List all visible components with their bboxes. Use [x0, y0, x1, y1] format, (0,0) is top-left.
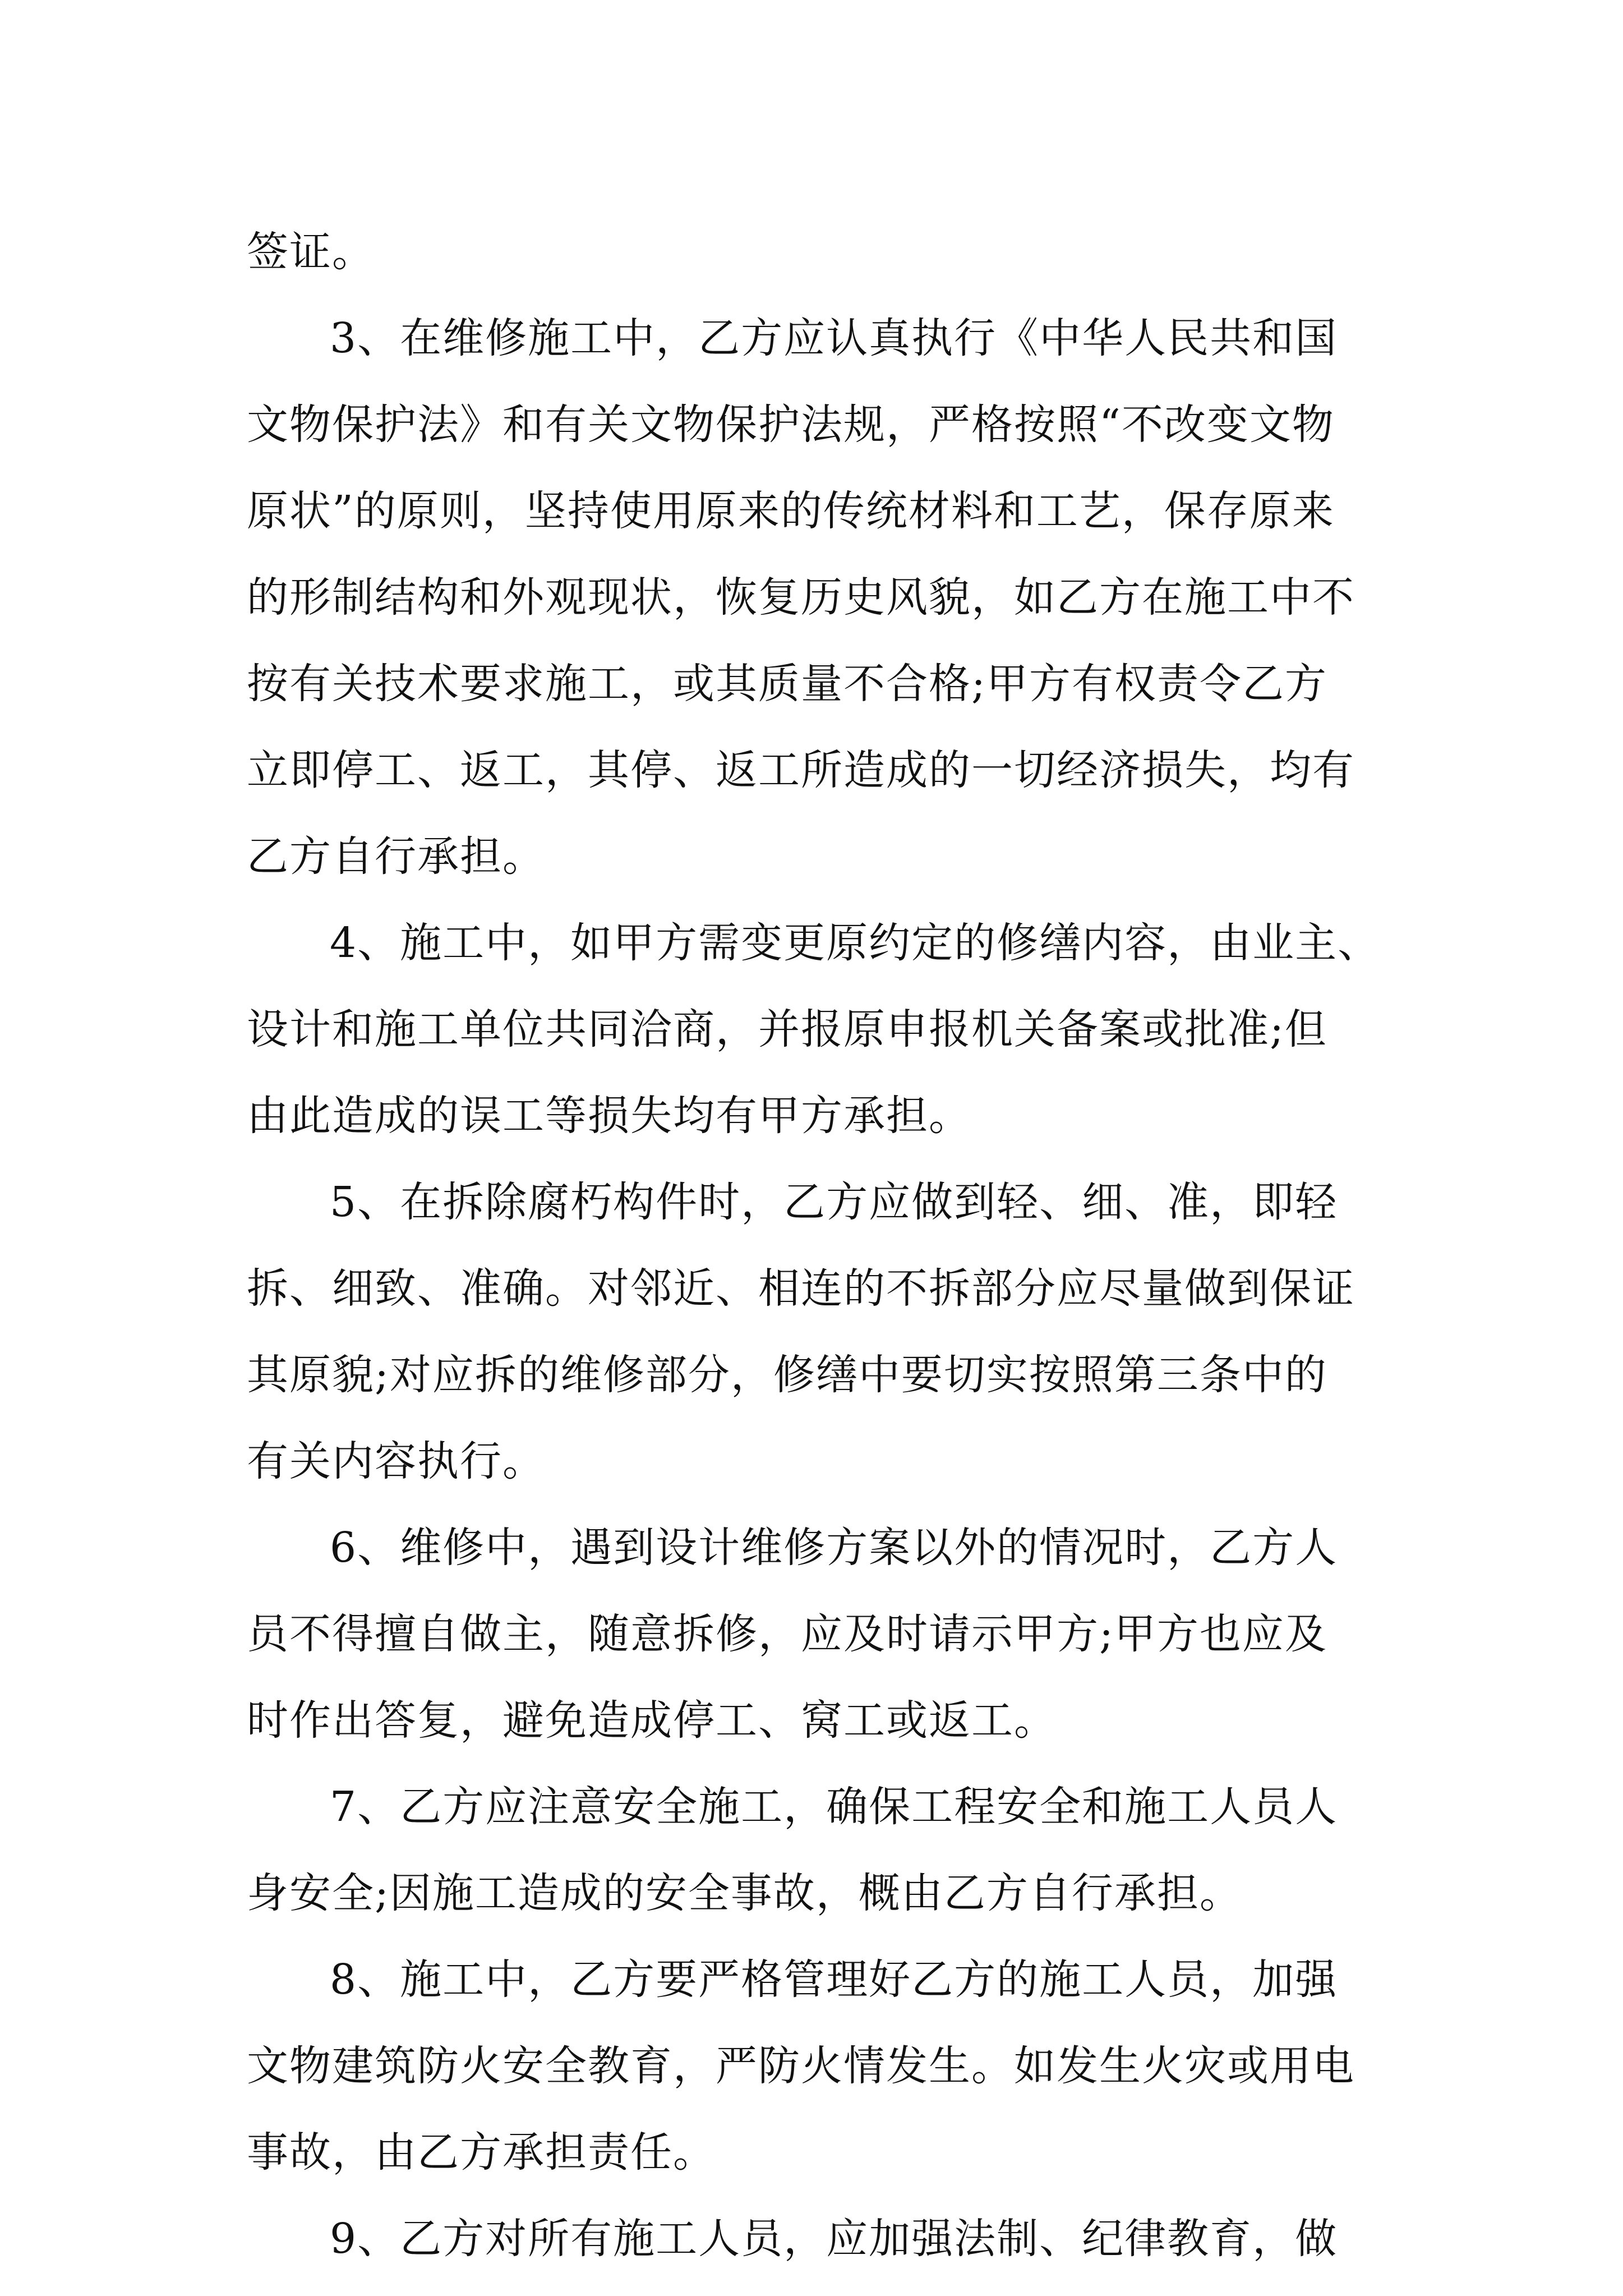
text-line: 5、在拆除腐朽构件时，乙方应做到轻、细、准，即轻	[330, 1178, 1338, 1226]
paragraph-clause-6	[247, 1504, 1396, 1764]
text-line: 7、乙方应注意安全施工，确保工程安全和施工人员人	[330, 1783, 1338, 1831]
text-line: 有关内容执行。	[247, 1437, 545, 1485]
text-line: 事故，由乙方承担责任。	[247, 2128, 716, 2177]
text-line: 乙方自行承担。	[247, 832, 545, 881]
text-line: 拆、细致、准确。对邻近、相连的不拆部分应尽量做到保证	[247, 1264, 1355, 1313]
text-line: 9、乙方对所有施工人员，应加强法制、纪律教育，做	[330, 2215, 1338, 2263]
text-line: 8、施工中，乙方要严格管理好乙方的施工人员，加强	[330, 1955, 1338, 2004]
text-line: 由此造成的误工等损失均有甲方承担。	[247, 1092, 971, 1140]
text-line: 原状”的原则，坚持使用原来的传统材料和工艺，保存原来	[247, 487, 1335, 535]
text-line: 员不得擅自做主，随意拆修，应及时请示甲方;甲方也应及	[247, 1610, 1327, 1658]
paragraph-clause-5	[247, 1159, 1396, 1504]
text-line: 身安全;因施工造成的安全事故，概由乙方自行承担。	[247, 1869, 1242, 1917]
text-line: 文物建筑防火安全教育，严防火情发生。如发生火灾或用电	[247, 2042, 1355, 2090]
text-line: 的形制结构和外观现状，恢复历史风貌，如乙方在施工中不	[247, 573, 1355, 622]
paragraph-clause-3	[247, 295, 1396, 900]
text-line: 时作出答复，避免造成停工、窝工或返工。	[247, 1696, 1057, 1745]
text-line: 其原貌;对应拆的维修部分，修缮中要切实按照第三条中的	[247, 1351, 1327, 1399]
paragraph-clause-7	[247, 1764, 1396, 1936]
text-line: 设计和施工单位共同洽商，并报原申报机关备案或批准;但	[247, 1005, 1327, 1053]
text-line: 文物保护法》和有关文物保护法规，严格按照“不改变文物	[247, 401, 1335, 449]
paragraph-continuation	[247, 209, 1396, 295]
text-line: 4、施工中，如甲方需变更原约定的修缮内容，由业主、	[330, 919, 1381, 967]
text-line: 立即停工、返工，其停、返工所造成的一切经济损失，均有	[247, 746, 1355, 794]
text-line: 按有关技术要求施工，或其质量不合格;甲方有权责令乙方	[247, 660, 1327, 708]
paragraph-clause-9	[247, 2196, 1396, 2282]
text-line: 6、维修中，遇到设计维修方案以外的情况时，乙方人	[330, 1524, 1338, 1572]
document-body	[247, 209, 1396, 2282]
paragraph-clause-4	[247, 900, 1396, 1159]
text-line: 签证。	[247, 228, 375, 276]
text-line: 3、在维修施工中，乙方应认真执行《中华人民共和国	[330, 314, 1338, 362]
paragraph-clause-8	[247, 1936, 1396, 2196]
